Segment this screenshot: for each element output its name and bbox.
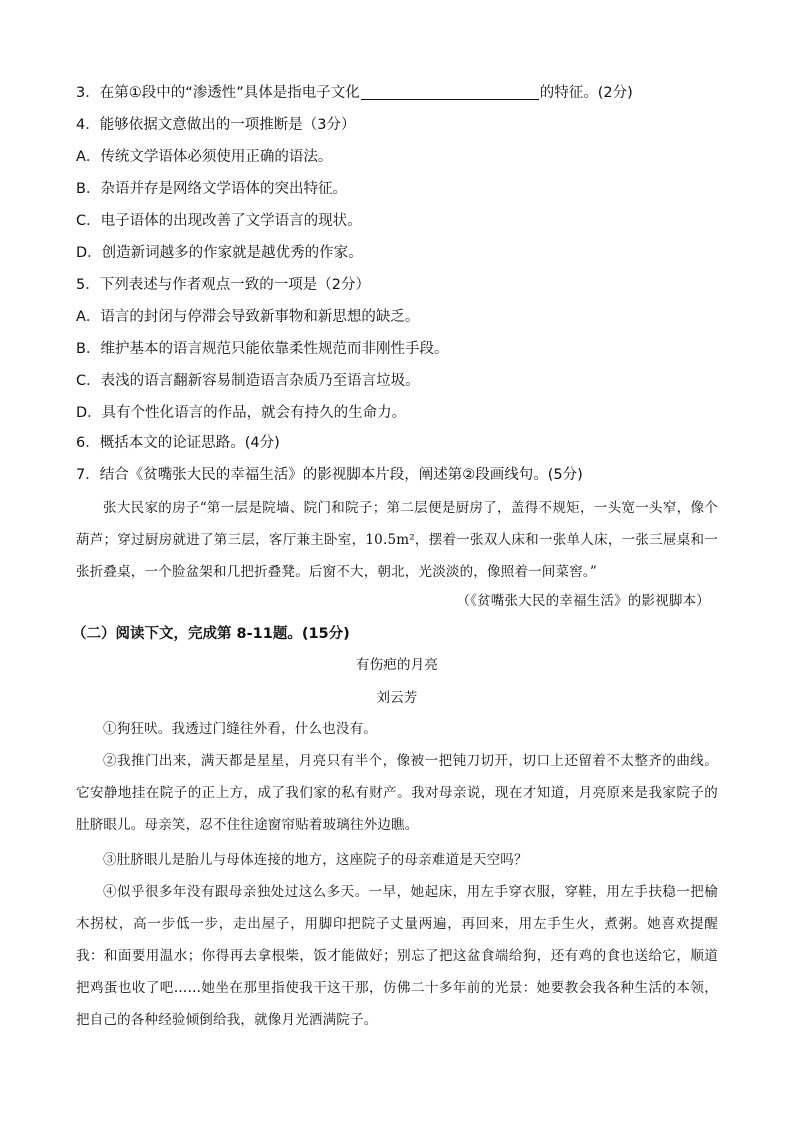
question-3-text-before: 3．在第①段中的“渗透性”具体是指电子文化 xyxy=(76,85,360,101)
question-5-option-a: A．语言的封闭与停滞会导致新事物和新思想的缺乏。 xyxy=(76,309,420,325)
question-4-option-c: C．电子语体的出现改善了文学语言的现状。 xyxy=(76,213,362,229)
question-6-stem: 6．概括本文的论证思路。(4分) xyxy=(76,435,280,451)
essay-title: 有伤疤的月亮 xyxy=(355,657,439,673)
essay-paragraph-2: ②我推门出来，满天都是星星，月亮只有半个，像被一把钝刀切开，切口上还留着不太整齐的曲线。它安静地挂在院子的正上方，成了我们家的私有财产。我对母亲说，现在才知道，月亮原来是我家院子的肚脐眼儿。母亲笑，忍不住往途窗帘贴着玻璃往外边瞧。 xyxy=(76,753,718,833)
answer-blank[interactable] xyxy=(361,83,539,100)
question-5-option-c: C．表浅的语言翻新容易制造语言杂质乃至语言垃圾。 xyxy=(76,373,420,389)
question-5-option-d: D．具有个性化语言的作品，就会有持久的生命力。 xyxy=(76,405,407,421)
question-4-option-d: D．创造新词越多的作家就是越优秀的作家。 xyxy=(76,245,363,261)
question-5-stem: 5．下列表述与作者观点一致的一项是（2分） xyxy=(76,277,370,293)
excerpt-source: （《贫嘴张大民的幸福生活》的影视脚本） xyxy=(456,593,710,609)
section-heading: （二）阅读下文，完成第 8-11题。(15分) xyxy=(72,626,350,642)
essay-paragraph-1: ①狗狂吠。我透过门缝往外看，什么也没有。 xyxy=(103,721,377,737)
essay-author: 刘云芳 xyxy=(376,690,418,706)
script-excerpt: 张大民家的房子“第一层是院墙、院门和院子；第二层便是厨房了，盖得不规矩，一头宽一头窄，像个葫芦；穿过厨房就进了第三层，客厅兼主卧室，10.5m²，摆着一张双人床和一张单人床，一张三屉桌和一张折叠桌，一个脸盆架和几把折叠凳。后窗不大，朝北，光淡淡的，像照着一间菜窖。” xyxy=(76,500,718,580)
essay-paragraph-3: ③肚脐眼儿是胎儿与母体连接的地方，这座院子的母亲难道是天空吗？ xyxy=(103,852,528,868)
question-5-option-b: B．维护基本的语言规范只能依靠柔性规范而非刚性手段。 xyxy=(76,341,449,357)
question-4-option-b: B．杂语并存是网络文学语体的突出特征。 xyxy=(76,181,347,197)
question-4-option-a: A．传统文学语体必须使用正确的语法。 xyxy=(76,149,333,165)
question-3-text-after: 的特征。(2分) xyxy=(539,85,633,101)
question-4-stem: 4．能够依据文意做出的一项推断是（3分） xyxy=(76,117,356,133)
question-3 xyxy=(76,83,633,103)
essay-paragraph-4: ④似乎很多年没有跟母亲独处过这么多天。一早，她起床，用左手穿衣服，穿鞋，用左手扶稳一把榆木拐杖，高一步低一步，走出屋子，用脚印把院子丈量两遍，再回来，用左手生火，煮粥。她喜欢提醒我：和面要用温水；你得再去拿根柴，饭才能做好；别忘了把这盆食端给狗，还有鸡的食也送给它，顺道把鸡蛋也收了吧……她坐在那里指使我干这干那，仿佛二十多年前的光景：她要教会我各种生活的本领，把自己的各种经验倾倒给我，就像月光洒满院子。 xyxy=(76,884,718,1028)
question-7-stem: 7．结合《贫嘴张大民的幸福生活》的影视脚本片段，阐述第②段画线句。(5分) xyxy=(76,467,583,483)
